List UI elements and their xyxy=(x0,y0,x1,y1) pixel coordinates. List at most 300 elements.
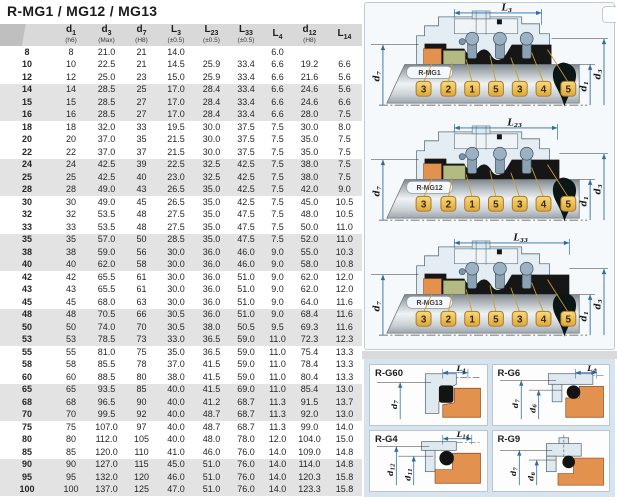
size-cell: 22 xyxy=(0,146,54,159)
drive-collar xyxy=(472,11,490,19)
value-cell: 91.5 xyxy=(292,396,327,409)
value-cell: 33.4 xyxy=(229,71,263,84)
set-screw xyxy=(497,134,502,139)
value-cell: 24 xyxy=(54,159,88,172)
table-row xyxy=(0,434,362,447)
value-cell: 19.5 xyxy=(158,121,194,134)
svg-text:L14: L14 xyxy=(456,431,470,441)
value-cell: 32.0 xyxy=(88,121,125,134)
value-cell: 9.0 xyxy=(327,184,362,197)
value-cell: 48 xyxy=(54,309,88,322)
value-cell: 30.0 xyxy=(194,134,229,147)
table-row xyxy=(0,334,362,347)
value-cell: 9.0 xyxy=(263,296,292,309)
table-row xyxy=(0,46,362,59)
value-cell: 30.5 xyxy=(158,321,194,334)
value-cell: 48 xyxy=(125,209,158,222)
value-cell: 36.0 xyxy=(194,284,229,297)
svg-text:d7: d7 xyxy=(389,400,401,410)
value-cell: 26.5 xyxy=(158,196,194,209)
size-cell: 60 xyxy=(0,371,54,384)
set-screw xyxy=(497,249,502,254)
value-cell: 88.5 xyxy=(88,371,125,384)
value-cell: 36.0 xyxy=(194,296,229,309)
value-cell: 41.5 xyxy=(194,359,229,372)
value-cell: 6.0 xyxy=(263,46,292,59)
value-cell: 14.0 xyxy=(263,471,292,484)
size-cell: 65 xyxy=(0,384,54,397)
spec-table-body xyxy=(0,46,362,496)
value-cell: 127.0 xyxy=(88,459,125,472)
value-cell: 42.5 xyxy=(229,171,263,184)
value-cell: 47.5 xyxy=(229,221,263,234)
value-cell: 42.5 xyxy=(229,159,263,172)
value-cell: 42.5 xyxy=(88,171,125,184)
value-cell: 13.0 xyxy=(327,409,362,422)
value-cell: 38.0 xyxy=(292,171,327,184)
value-cell: 9.0 xyxy=(263,246,292,259)
size-cell: 32 xyxy=(0,209,54,222)
value-cell: 11.3 xyxy=(263,409,292,422)
value-cell: 59.0 xyxy=(229,359,263,372)
o-ring xyxy=(439,451,454,466)
svg-text:5: 5 xyxy=(493,314,499,326)
value-cell: 6.6 xyxy=(327,59,362,72)
value-cell: 7.5 xyxy=(263,146,292,159)
value-cell: 33.4 xyxy=(229,84,263,97)
value-cell: 137.0 xyxy=(88,484,125,497)
model-label: R-MG1 xyxy=(418,70,441,78)
svg-text:d6: d6 xyxy=(527,404,539,414)
value-cell: 23 xyxy=(125,71,158,84)
value-cell: 21 xyxy=(125,46,158,59)
value-cell: 27.5 xyxy=(158,209,194,222)
callout-number xyxy=(465,196,480,211)
value-cell: 85 xyxy=(125,384,158,397)
value-cell: 46.0 xyxy=(194,446,229,459)
svg-text:2: 2 xyxy=(445,84,452,96)
callout-number xyxy=(441,196,456,211)
value-cell: 12.0 xyxy=(327,271,362,284)
value-cell: 38.0 xyxy=(158,371,194,384)
table-row xyxy=(0,259,362,272)
value-cell: 30.0 xyxy=(158,259,194,272)
value-cell: 115 xyxy=(125,459,158,472)
housing xyxy=(548,374,593,385)
housing xyxy=(421,442,456,451)
size-cell: 53 xyxy=(0,334,54,347)
table-row xyxy=(0,134,362,147)
callout-number xyxy=(416,196,431,211)
value-cell: 13.3 xyxy=(327,346,362,359)
value-cell: 110 xyxy=(125,446,158,459)
drive-collar xyxy=(472,126,490,134)
value-cell: 53.5 xyxy=(88,221,125,234)
svg-text:1: 1 xyxy=(469,84,475,96)
value-cell: 45 xyxy=(125,196,158,209)
value-cell: 120.0 xyxy=(88,446,125,459)
value-cell: 53 xyxy=(54,334,88,347)
value-cell: 56 xyxy=(125,246,158,259)
callout-number xyxy=(536,81,551,96)
value-cell: 14.8 xyxy=(327,446,362,459)
value-cell: 15.8 xyxy=(327,471,362,484)
value-cell: 35.0 xyxy=(292,134,327,147)
value-cell: 35.0 xyxy=(194,234,229,247)
value-cell: 59.0 xyxy=(88,246,125,259)
svg-text:d3: d3 xyxy=(593,184,605,195)
value-cell: 6.6 xyxy=(327,96,362,109)
svg-text:d7: d7 xyxy=(372,71,383,82)
value-cell: 21.0 xyxy=(88,46,125,59)
value-cell: 33.4 xyxy=(229,109,263,122)
table-row xyxy=(0,59,362,72)
value-cell: 50.5 xyxy=(229,321,263,334)
value-cell: 11.0 xyxy=(263,359,292,372)
value-cell: 7.5 xyxy=(263,196,292,209)
value-cell: 7.5 xyxy=(263,134,292,147)
svg-text:5: 5 xyxy=(493,199,499,211)
svg-text:3: 3 xyxy=(516,199,523,211)
value-cell: 104.0 xyxy=(292,434,327,447)
detail-view-r-g4 xyxy=(369,430,488,492)
value-cell: 64.0 xyxy=(292,296,327,309)
value-cell: 10.5 xyxy=(327,209,362,222)
value-cell: 12.0 xyxy=(327,284,362,297)
o-ring xyxy=(562,456,575,469)
value-cell: 45.0 xyxy=(158,459,194,472)
size-cell: 16 xyxy=(0,109,54,122)
value-cell: 21 xyxy=(125,59,158,72)
table-row xyxy=(0,159,362,172)
value-cell: 7.5 xyxy=(327,134,362,147)
value-cell: 63 xyxy=(125,296,158,309)
value-cell: 17.0 xyxy=(158,96,194,109)
value-cell: 51.0 xyxy=(229,296,263,309)
value-cell: 35.0 xyxy=(194,209,229,222)
svg-text:3: 3 xyxy=(420,199,427,211)
value-cell: 112.0 xyxy=(88,434,125,447)
value-cell: 32.5 xyxy=(194,171,229,184)
value-cell: 7.5 xyxy=(263,209,292,222)
svg-text:L3: L3 xyxy=(501,3,513,14)
size-cell: 15 xyxy=(0,96,54,109)
column-header: $d_7$ (H8) xyxy=(125,24,158,46)
svg-text:d3: d3 xyxy=(593,69,605,80)
svg-text:3: 3 xyxy=(516,314,523,326)
size-cell: 85 xyxy=(0,446,54,459)
value-cell: 14.0 xyxy=(158,46,194,59)
svg-text:L4: L4 xyxy=(586,365,596,375)
value-cell: 125 xyxy=(125,484,158,497)
value-cell: 30.0 xyxy=(158,284,194,297)
size-cell: 42 xyxy=(0,271,54,284)
value-cell: 25.9 xyxy=(194,71,229,84)
value-cell: 43 xyxy=(54,284,88,297)
value-cell: 7.5 xyxy=(327,109,362,122)
value-cell: 40.0 xyxy=(158,421,194,434)
value-cell: 92.0 xyxy=(292,409,327,422)
value-cell: 13.3 xyxy=(327,359,362,372)
value-cell: 36.0 xyxy=(194,271,229,284)
value-cell: 9.0 xyxy=(263,271,292,284)
value-cell: 50.0 xyxy=(292,221,327,234)
size-cell: 55 xyxy=(0,346,54,359)
callout-number xyxy=(536,311,551,326)
callout-number xyxy=(512,196,527,211)
table-row xyxy=(0,171,362,184)
value-cell: 75 xyxy=(54,421,88,434)
value-cell: 132.0 xyxy=(88,471,125,484)
svg-text:3: 3 xyxy=(516,84,523,96)
value-cell: 40 xyxy=(125,171,158,184)
value-cell: 40.0 xyxy=(158,384,194,397)
size-cell: 33 xyxy=(0,221,54,234)
value-cell: 93.5 xyxy=(88,384,125,397)
size-cell: 68 xyxy=(0,396,54,409)
value-cell: 35.0 xyxy=(158,346,194,359)
table-row xyxy=(0,196,362,209)
value-cell: 7.5 xyxy=(327,159,362,172)
value-cell: 36.0 xyxy=(194,309,229,322)
column-header: $L_{33}$ (±0.5) xyxy=(229,24,263,46)
value-cell: 70 xyxy=(125,321,158,334)
svg-text:d7: d7 xyxy=(372,301,383,312)
svg-text:d11: d11 xyxy=(403,468,414,481)
value-cell: 28.0 xyxy=(292,109,327,122)
value-cell: 11.3 xyxy=(263,421,292,434)
value-cell: 48.7 xyxy=(194,421,229,434)
value-cell: 7.5 xyxy=(263,234,292,247)
value-cell: 37.5 xyxy=(229,121,263,134)
value-cell: 37.0 xyxy=(88,146,125,159)
table-row xyxy=(0,359,362,372)
column-header: $d_{12}$ (H8) xyxy=(292,24,327,46)
value-cell: 35 xyxy=(125,134,158,147)
corner-header xyxy=(0,24,54,46)
detail-view-r-g6 xyxy=(492,364,611,426)
svg-text:d12: d12 xyxy=(385,463,397,476)
value-cell: 11.3 xyxy=(263,396,292,409)
value-cell: 16 xyxy=(54,109,88,122)
callout-number xyxy=(441,81,456,96)
value-cell: 47.5 xyxy=(229,209,263,222)
value-cell: 25.0 xyxy=(88,71,125,84)
value-cell: 51.0 xyxy=(194,471,229,484)
svg-text:5: 5 xyxy=(565,314,572,326)
table-row xyxy=(0,296,362,309)
value-cell xyxy=(292,46,327,59)
value-cell: 11.0 xyxy=(327,221,362,234)
value-cell: 37.5 xyxy=(229,146,263,159)
value-cell: 27 xyxy=(125,96,158,109)
value-cell: 68.7 xyxy=(229,421,263,434)
value-cell: 25 xyxy=(125,84,158,97)
cross-section-panel xyxy=(364,2,615,350)
seat-details-panel xyxy=(364,359,615,497)
callout-number xyxy=(561,196,576,211)
column-header: $d_3$ (Max) xyxy=(88,24,125,46)
set-screw xyxy=(497,19,502,24)
value-cell: 28.4 xyxy=(194,109,229,122)
svg-text:L33: L33 xyxy=(513,233,528,244)
page-title: R-MG1 / MG12 / MG13 xyxy=(7,3,158,19)
value-cell: 37.0 xyxy=(88,134,125,147)
value-cell: 75.4 xyxy=(292,346,327,359)
value-cell xyxy=(229,46,263,59)
size-cell: 20 xyxy=(0,134,54,147)
size-cell: 40 xyxy=(0,259,54,272)
value-cell: 9.0 xyxy=(263,259,292,272)
value-cell: 80 xyxy=(125,371,158,384)
seat-ring xyxy=(424,49,442,65)
svg-text:d1: d1 xyxy=(579,196,591,207)
value-cell: 13.3 xyxy=(327,371,362,384)
value-cell: 30.0 xyxy=(158,271,194,284)
size-cell: 50 xyxy=(0,321,54,334)
table-header xyxy=(0,24,362,46)
value-cell: 9.0 xyxy=(263,284,292,297)
value-cell: 42.5 xyxy=(229,184,263,197)
value-cell: 105 xyxy=(125,434,158,447)
value-cell: 78.4 xyxy=(292,359,327,372)
value-cell: 21.5 xyxy=(158,146,194,159)
value-cell: 30.0 xyxy=(158,296,194,309)
value-cell: 62.0 xyxy=(88,259,125,272)
detail-view-r-g9 xyxy=(492,430,611,492)
size-cell: 38 xyxy=(0,246,54,259)
value-cell: 41.2 xyxy=(194,396,229,409)
o-ring xyxy=(566,385,580,399)
value-cell: 46.0 xyxy=(229,246,263,259)
value-cell: 36.5 xyxy=(194,346,229,359)
diagram-r-mg1 xyxy=(366,3,613,118)
value-cell: 17.0 xyxy=(158,84,194,97)
value-cell: 36.5 xyxy=(194,334,229,347)
value-cell: 6.6 xyxy=(263,59,292,72)
value-cell: 10 xyxy=(54,59,88,72)
size-cell: 45 xyxy=(0,296,54,309)
value-cell: 7.5 xyxy=(263,184,292,197)
value-cell: 30.0 xyxy=(158,246,194,259)
value-cell: 7.5 xyxy=(263,221,292,234)
callout-number xyxy=(489,311,504,326)
value-cell: 78.0 xyxy=(229,434,263,447)
table-row xyxy=(0,121,362,134)
value-cell: 7.5 xyxy=(327,171,362,184)
value-cell: 74.0 xyxy=(88,321,125,334)
value-cell: 90 xyxy=(125,396,158,409)
value-cell: 10.3 xyxy=(327,246,362,259)
value-cell: 35.0 xyxy=(194,221,229,234)
value-cell xyxy=(194,46,229,59)
value-cell: 5.6 xyxy=(327,71,362,84)
svg-text:d1: d1 xyxy=(579,311,591,322)
value-cell: 40 xyxy=(54,259,88,272)
svg-text:3: 3 xyxy=(420,84,427,96)
value-cell: 28.5 xyxy=(88,84,125,97)
value-cell: 38.0 xyxy=(194,321,229,334)
value-cell: 114.0 xyxy=(292,459,327,472)
value-cell: 25 xyxy=(54,171,88,184)
model-label: R-MG13 xyxy=(416,300,443,308)
callout-number xyxy=(561,81,576,96)
size-cell: 30 xyxy=(0,196,54,209)
callout-number xyxy=(416,311,431,326)
value-cell: 8.0 xyxy=(327,121,362,134)
value-cell: 120 xyxy=(125,471,158,484)
value-cell: 68.7 xyxy=(229,409,263,422)
value-cell: 25.9 xyxy=(194,59,229,72)
value-cell: 8 xyxy=(54,46,88,59)
svg-text:d7: d7 xyxy=(510,399,521,409)
svg-text:L4: L4 xyxy=(456,365,466,375)
value-cell: 11.0 xyxy=(327,234,362,247)
svg-text:4: 4 xyxy=(540,84,547,96)
value-cell: 42.5 xyxy=(88,159,125,172)
value-cell: 68.7 xyxy=(229,396,263,409)
table-row xyxy=(0,459,362,472)
callout-number xyxy=(561,311,576,326)
svg-text:d1: d1 xyxy=(579,81,591,92)
value-cell: 38.0 xyxy=(292,159,327,172)
value-cell: 76.0 xyxy=(229,446,263,459)
value-cell: 14.0 xyxy=(263,446,292,459)
value-cell: 70 xyxy=(54,409,88,422)
value-cell: 55.0 xyxy=(292,246,327,259)
value-cell: 123.3 xyxy=(292,484,327,497)
value-cell: 7.5 xyxy=(327,146,362,159)
value-cell: 62.0 xyxy=(292,284,327,297)
value-cell: 65.5 xyxy=(88,271,125,284)
value-cell: 6.6 xyxy=(263,109,292,122)
value-cell: 11.6 xyxy=(327,309,362,322)
value-cell: 14.8 xyxy=(327,459,362,472)
svg-text:d7: d7 xyxy=(372,186,383,197)
size-cell: 48 xyxy=(0,309,54,322)
value-cell: 32 xyxy=(54,209,88,222)
value-cell: 28.5 xyxy=(88,109,125,122)
panel-divider xyxy=(362,351,617,359)
table-row xyxy=(0,309,362,322)
value-cell: 45.0 xyxy=(292,196,327,209)
model-label: R-MG12 xyxy=(416,185,443,193)
value-cell: 40.0 xyxy=(158,396,194,409)
value-cell: 6.6 xyxy=(263,71,292,84)
value-cell: 50 xyxy=(54,321,88,334)
value-cell: 81.0 xyxy=(88,346,125,359)
svg-text:4: 4 xyxy=(540,314,547,326)
size-cell: 80 xyxy=(0,434,54,447)
value-cell: 72.3 xyxy=(292,334,327,347)
dimension-table xyxy=(0,24,362,496)
table-row xyxy=(0,221,362,234)
table-row xyxy=(0,271,362,284)
value-cell: 30 xyxy=(54,196,88,209)
value-cell: 73 xyxy=(125,334,158,347)
callout-number xyxy=(441,311,456,326)
value-cell: 85 xyxy=(54,446,88,459)
table-row xyxy=(0,184,362,197)
value-cell: 14.0 xyxy=(263,459,292,472)
table-row xyxy=(0,409,362,422)
svg-text:2: 2 xyxy=(445,199,452,211)
value-cell: 69.3 xyxy=(292,321,327,334)
value-cell: 75 xyxy=(125,346,158,359)
value-cell: 48.7 xyxy=(194,409,229,422)
size-cell: 43 xyxy=(0,284,54,297)
value-cell: 28.5 xyxy=(158,234,194,247)
